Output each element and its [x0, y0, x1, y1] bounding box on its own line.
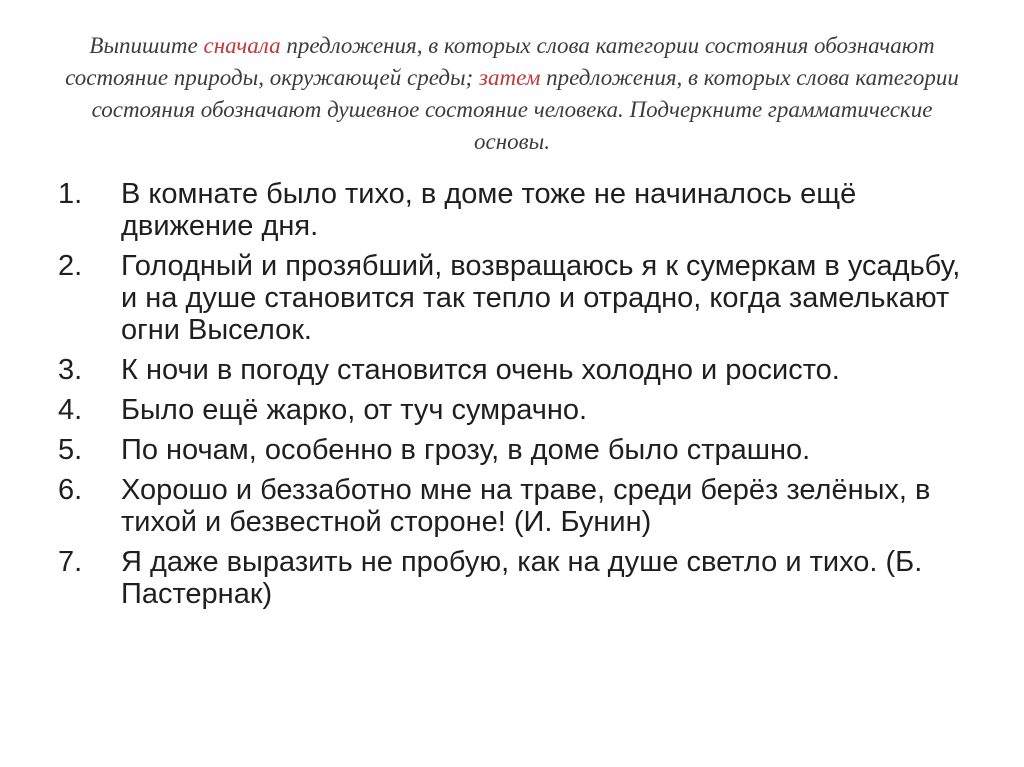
sentence-number: 7.	[58, 546, 83, 578]
sentence-item	[0, 354, 1024, 386]
instruction-accent-then: затем	[478, 65, 541, 90]
sentence-number: 6.	[58, 474, 83, 506]
instruction-part-1: Выпишите	[89, 33, 204, 58]
sentence-item	[0, 546, 1024, 610]
sentence-text: В комнате было тихо, в доме тоже не начиналось ещё движение дня.	[121, 178, 857, 242]
sentence-text: Было ещё жарко, от туч сумрачно.	[121, 394, 588, 426]
task-instruction	[60, 30, 964, 158]
sentence-text: По ночам, особенно в грозу, в доме было страшно.	[121, 434, 811, 466]
sentence-item	[0, 178, 1024, 242]
instruction-part-3: предложения, в которых слова категории состояния обозначают душевное состояние человека. Подчеркните грамматические основы.	[91, 65, 959, 154]
instruction-part-2: предложения, в которых слова категории состояния обозначают состояние природы, окружающей среды;	[65, 33, 935, 90]
sentence-list	[0, 178, 1024, 618]
sentence-number: 1.	[58, 178, 83, 210]
sentence-number: 2.	[58, 250, 83, 282]
sentence-text: К ночи в погоду становится очень холодно и росисто.	[121, 354, 840, 386]
instruction-accent-first: сначала	[203, 33, 281, 58]
sentence-number: 5.	[58, 434, 83, 466]
sentence-item	[0, 434, 1024, 466]
sentence-item	[0, 474, 1024, 538]
sentence-text: Хорошо и беззаботно мне на траве, среди берёз зелёных, в тихой и безвестной стороне! (И. Бунин)	[121, 474, 931, 538]
sentence-text: Я даже выразить не пробую, как на душе светло и тихо. (Б. Пастернак)	[121, 546, 923, 610]
sentence-text: Голодный и прозябший, возвращаюсь я к сумеркам в усадьбу, и на душе становится так тепло и отрадно, когда замелькают огни Выселок.	[121, 250, 961, 346]
sentence-number: 3.	[58, 354, 83, 386]
sentence-number: 4.	[58, 394, 83, 426]
sentence-item	[0, 250, 1024, 346]
sentence-item	[0, 394, 1024, 426]
